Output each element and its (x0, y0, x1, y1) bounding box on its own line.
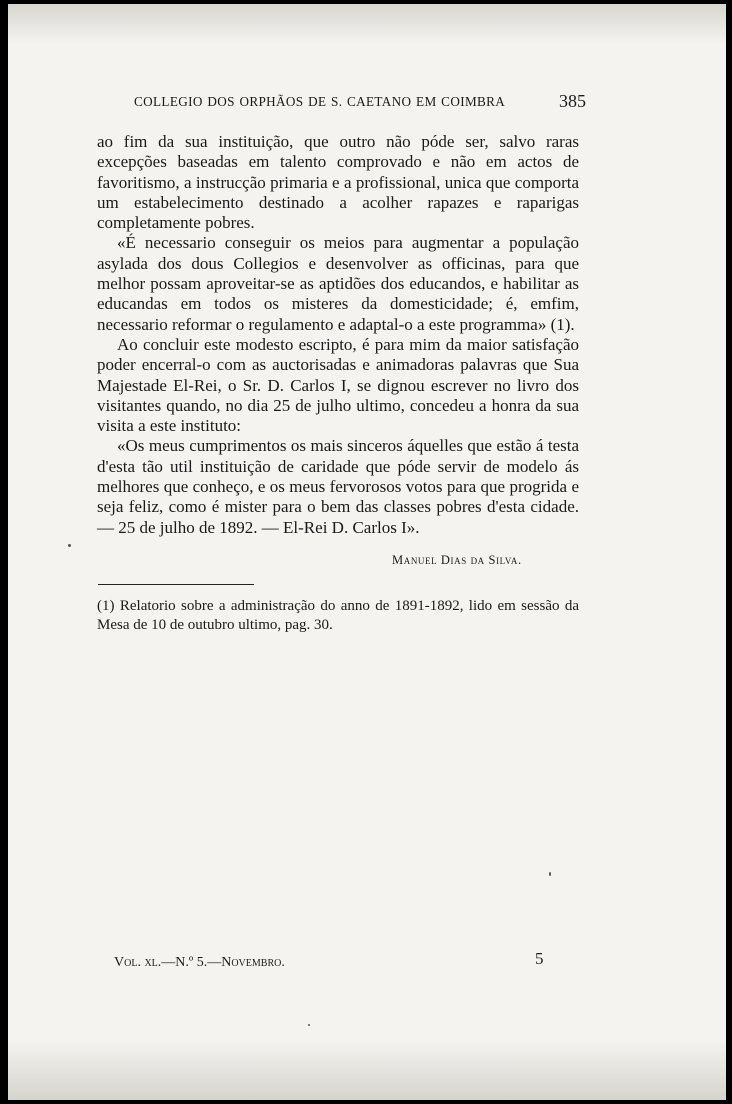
header-title: COLLEGIO DOS ORPHÃOS DE S. CAETANO EM COIMBRA (134, 94, 506, 109)
page-number: 385 (559, 91, 586, 111)
paragraph-conclusion: Ao concluir este modesto escripto, é para mim da maior satisfação poder encerral-o com as auctorisadas e animadoras palavras que Sua Majestade El-Rei, o Sr. D. Carlos I, se dignou escrever no livro dos visitantes quando, no dia 25 de julho ultimo, concedeu a honra da sua visita a este instituto: (97, 334, 579, 436)
footnote-marker: (1) (97, 598, 115, 614)
book-page (8, 4, 726, 1100)
paragraph-king-quote: «Os meus cumprimentos os mais sinceros áquelles que estão á testa d'esta tão util instituição de caridade que póde servir de modelo ás melhores que conheço, e os meus fervorosos votos para que progrida e seja feliz, como é mister para o bem das classes pobres d'esta cidade. — 25 de julho de 1892. — El-Rei D. Carlos I». (97, 436, 579, 537)
footnote (97, 597, 579, 635)
author-signature: Manuel Dias da Silva. (392, 553, 522, 567)
paper-speck (549, 872, 551, 876)
footnote-text: Relatorio sobre a administração do anno de 1891-1892, lido em sessão da Mesa de 10 de outubro ultimo, pag. 30. (97, 598, 580, 633)
paragraph-continuation: ao fim da sua instituição, que outro não póde ser, salvo raras excepções baseadas em talento comprovado e não em actos de favoritismo, a instrucção primaria e a profissional, unica que comporta um estabelecimento destinado a acolher rapazes e raparigas completamente pobres. (97, 132, 579, 233)
running-header (134, 91, 586, 111)
paper-speck (68, 544, 71, 547)
sheet-number: 5 (535, 949, 544, 968)
paragraph-quote-program: «É necessario conseguir os meios para augmentar a população asylada dos dous Collegios e desenvolver as officinas, para que melhor possam aproveitar-se as aptidões dos educandos, e habilitar as educandas em todos os misteres da domesticidade; é, emfim, necessario reformar o regulamento e adaptal-o a este programma» (1). (97, 233, 579, 334)
volume-signature: Vol. xl.—N.º 5.—Novembro. (114, 955, 285, 970)
paper-speck (308, 1024, 310, 1026)
body-text (97, 132, 579, 538)
footnote-divider (98, 584, 254, 585)
